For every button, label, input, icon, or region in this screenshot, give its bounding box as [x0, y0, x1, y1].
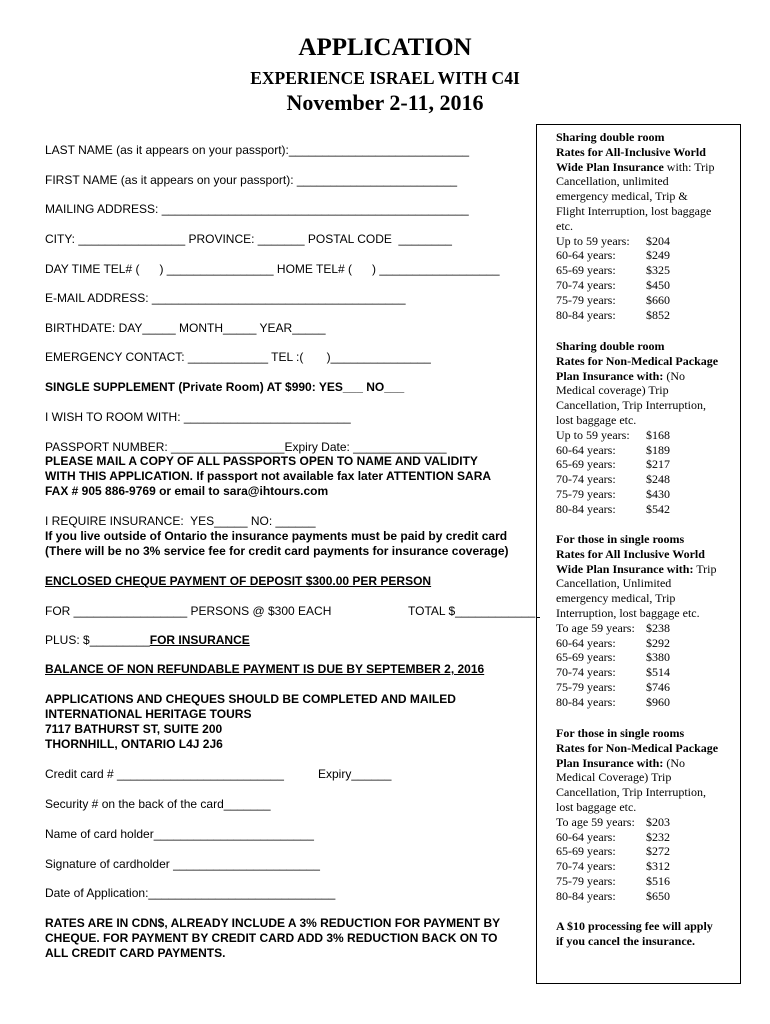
section-text: (No: [663, 755, 686, 770]
security-code-field[interactable]: Security # on the back of the card_______: [45, 797, 271, 811]
rates-notice-1: RATES ARE IN CDN$, ALREADY INCLUDE A 3% REDUCTION FOR PAYMENT BY: [45, 916, 501, 930]
deposit-heading: ENCLOSED CHEQUE PAYMENT OF DEPOSIT $300.00 PER PERSON: [45, 574, 432, 588]
rate-row: 60-64 years: $189: [556, 442, 670, 457]
section-text: Trip: [693, 561, 717, 576]
passport-notice-line-3: FAX # 905 886-9769 or email to sara@ihtours.com: [45, 484, 329, 498]
rates-notice-3: ALL CREDIT CARD PAYMENTS.: [45, 946, 226, 960]
rates-notice-2: CHEQUE. FOR PAYMENT BY CREDIT CARD ADD 3% REDUCTION BACK ON TO: [45, 931, 498, 945]
section-heading: Sharing double room: [556, 130, 665, 144]
rate-row: To age 59 years: $203: [556, 814, 670, 829]
trip-date: November 2-11, 2016: [286, 90, 484, 115]
rates-section-double-all-inclusive: [556, 130, 736, 322]
rate-row: 60-64 years: $232: [556, 829, 670, 844]
rate-row: 75-79 years: $746: [556, 679, 670, 694]
rate-row: 70-74 years: $450: [556, 277, 670, 292]
expiry-field[interactable]: Expiry______: [318, 767, 392, 781]
passport-notice-line-2: WITH THIS APPLICATION. If passport not available fax later ATTENTION SARA: [45, 469, 492, 483]
section-text: Medical coverage) Trip: [556, 383, 669, 398]
mailing-address-field[interactable]: MAILING ADDRESS: ______________________________________________: [45, 202, 469, 216]
section-heading: Wide Plan Insurance with:: [556, 561, 694, 576]
section-heading: For those in single rooms: [556, 726, 685, 740]
total-field[interactable]: TOTAL $____________: [408, 604, 536, 618]
rate-row: Up to 59 years: $168: [556, 427, 670, 442]
fee-line: A $10 processing fee will apply: [556, 919, 713, 933]
single-supplement-field[interactable]: SINGLE SUPPLEMENT (Private Room) AT $990: YES___ NO___: [45, 380, 405, 394]
rate-row: 80-84 years: $960: [556, 694, 670, 709]
section-text: Medical Coverage) Trip: [556, 770, 672, 785]
mailing-instructions-2: INTERNATIONAL HERITAGE TOURS: [45, 707, 252, 721]
passport-notice-line-1: PLEASE MAIL A COPY OF ALL PASSPORTS OPEN TO NAME AND VALIDITY: [45, 454, 478, 468]
card-holder-field[interactable]: Name of card holder________________________: [45, 827, 314, 841]
section-text: (No: [663, 368, 686, 383]
section-text: Cancellation, Trip Interruption,: [556, 785, 706, 800]
rate-row: 75-79 years: $516: [556, 873, 670, 888]
rate-row: 65-69 years: $217: [556, 457, 670, 472]
balance-notice: BALANCE OF NON REFUNDABLE PAYMENT IS DUE BY SEPTEMBER 2, 2016: [45, 662, 485, 676]
section-heading: Plan Insurance with:: [556, 368, 664, 383]
section-text: emergency medical, Trip: [556, 591, 676, 606]
rate-row: 75-79 years: $660: [556, 292, 670, 307]
emergency-contact-field[interactable]: EMERGENCY CONTACT: ____________ TEL :( )_______________: [45, 350, 431, 364]
page-title: APPLICATION: [298, 34, 472, 61]
application-date-field[interactable]: Date of Application:____________________________: [45, 886, 336, 900]
section-text: Interruption, lost baggage etc.: [556, 605, 700, 620]
rate-row: 80-84 years: $852: [556, 307, 670, 322]
rates-section-double-non-medical: [556, 339, 736, 517]
rate-row: Up to 59 years: $204: [556, 233, 670, 248]
persons-field[interactable]: FOR _________________ PERSONS @ $300 EACH: [45, 604, 332, 618]
telephone-field[interactable]: DAY TIME TEL# ( ) ________________ HOME TEL# ( ) __________________: [45, 262, 500, 276]
plus-amount[interactable]: PLUS: $_________: [45, 633, 150, 647]
rate-row: 70-74 years: $514: [556, 665, 670, 680]
rate-row: 60-64 years: $292: [556, 635, 670, 650]
mailing-instructions-3: 7117 BATHURST ST, SUITE 200: [45, 722, 223, 736]
rate-row: 80-84 years: $542: [556, 501, 670, 516]
section-heading: Rates for All Inclusive World: [556, 546, 705, 561]
section-text: emergency medical, Trip &: [556, 189, 688, 204]
rate-row: 65-69 years: $272: [556, 844, 670, 859]
rates-section-single-all-inclusive: [556, 532, 736, 710]
mailing-instructions-1: APPLICATIONS AND CHEQUES SHOULD BE COMPLETED AND MAILED: [45, 692, 456, 706]
city-province-postal-field[interactable]: CITY: ________________ PROVINCE: _______ POSTAL CODE ________: [45, 232, 452, 246]
outside-ontario-notice-2: (There will be no 3% service fee for credit card payments for insurance coverage): [45, 544, 509, 558]
for-insurance-label: FOR INSURANCE: [149, 633, 250, 647]
birthdate-field[interactable]: BIRTHDATE: DAY_____ MONTH_____ YEAR_____: [45, 321, 326, 335]
section-text: etc.: [556, 218, 573, 233]
mailing-instructions-4: THORNHILL, ONTARIO L4J 2J6: [45, 737, 223, 751]
rates-section-single-non-medical: [556, 726, 736, 904]
section-text: Cancellation, Unlimited: [556, 576, 672, 591]
section-text: Cancellation, unlimited: [556, 174, 669, 189]
section-heading: Plan Insurance with:: [556, 755, 664, 770]
email-field[interactable]: E-MAIL ADDRESS: ______________________________________: [45, 291, 406, 305]
signature-field[interactable]: Signature of cardholder ______________________: [45, 857, 320, 871]
section-heading: Sharing double room: [556, 339, 665, 353]
section-heading: Rates for All-Inclusive World: [556, 144, 706, 159]
processing-fee-note: [556, 919, 736, 949]
insurance-field[interactable]: I REQUIRE INSURANCE: YES_____ NO: ______: [45, 514, 316, 528]
page-subtitle: EXPERIENCE ISRAEL WITH C4I: [250, 68, 520, 88]
section-text: Cancellation, Trip Interruption,: [556, 398, 706, 413]
outside-ontario-notice-1: If you live outside of Ontario the insurance payments must be paid by credit card: [45, 529, 508, 543]
rate-row: 70-74 years: $312: [556, 859, 670, 874]
room-with-field[interactable]: I WISH TO ROOM WITH: _________________________: [45, 410, 351, 424]
rate-row: 70-74 years: $248: [556, 472, 670, 487]
section-text: lost baggage etc.: [556, 412, 637, 427]
rate-row: 60-64 years: $249: [556, 248, 670, 263]
rate-row: 75-79 years: $430: [556, 486, 670, 501]
rate-row: To age 59 years: $238: [556, 620, 670, 635]
fee-line: if you cancel the insurance.: [556, 933, 695, 948]
last-name-field[interactable]: LAST NAME (as it appears on your passport):___________________________: [45, 143, 470, 157]
credit-card-field[interactable]: Credit card # _________________________: [45, 767, 284, 781]
section-text: Flight Interruption, lost baggage: [556, 203, 712, 218]
passport-field[interactable]: PASSPORT NUMBER: _________________Expiry Date: ______________: [45, 440, 447, 454]
section-heading: Rates for Non-Medical Package: [556, 740, 719, 755]
section-heading: Wide Plan Insurance: [556, 159, 664, 174]
section-heading: For those in single rooms: [556, 532, 685, 546]
first-name-field[interactable]: FIRST NAME (as it appears on your passport): ________________________: [45, 173, 458, 187]
rate-row: 80-84 years: $650: [556, 888, 670, 903]
section-text: with: Trip: [663, 159, 715, 174]
plus-insurance-field[interactable]: [45, 633, 250, 648]
rate-row: 65-69 years: $325: [556, 263, 670, 278]
section-heading: Rates for Non-Medical Package: [556, 353, 719, 368]
section-text: lost baggage etc.: [556, 799, 637, 814]
rate-row: 65-69 years: $380: [556, 650, 670, 665]
